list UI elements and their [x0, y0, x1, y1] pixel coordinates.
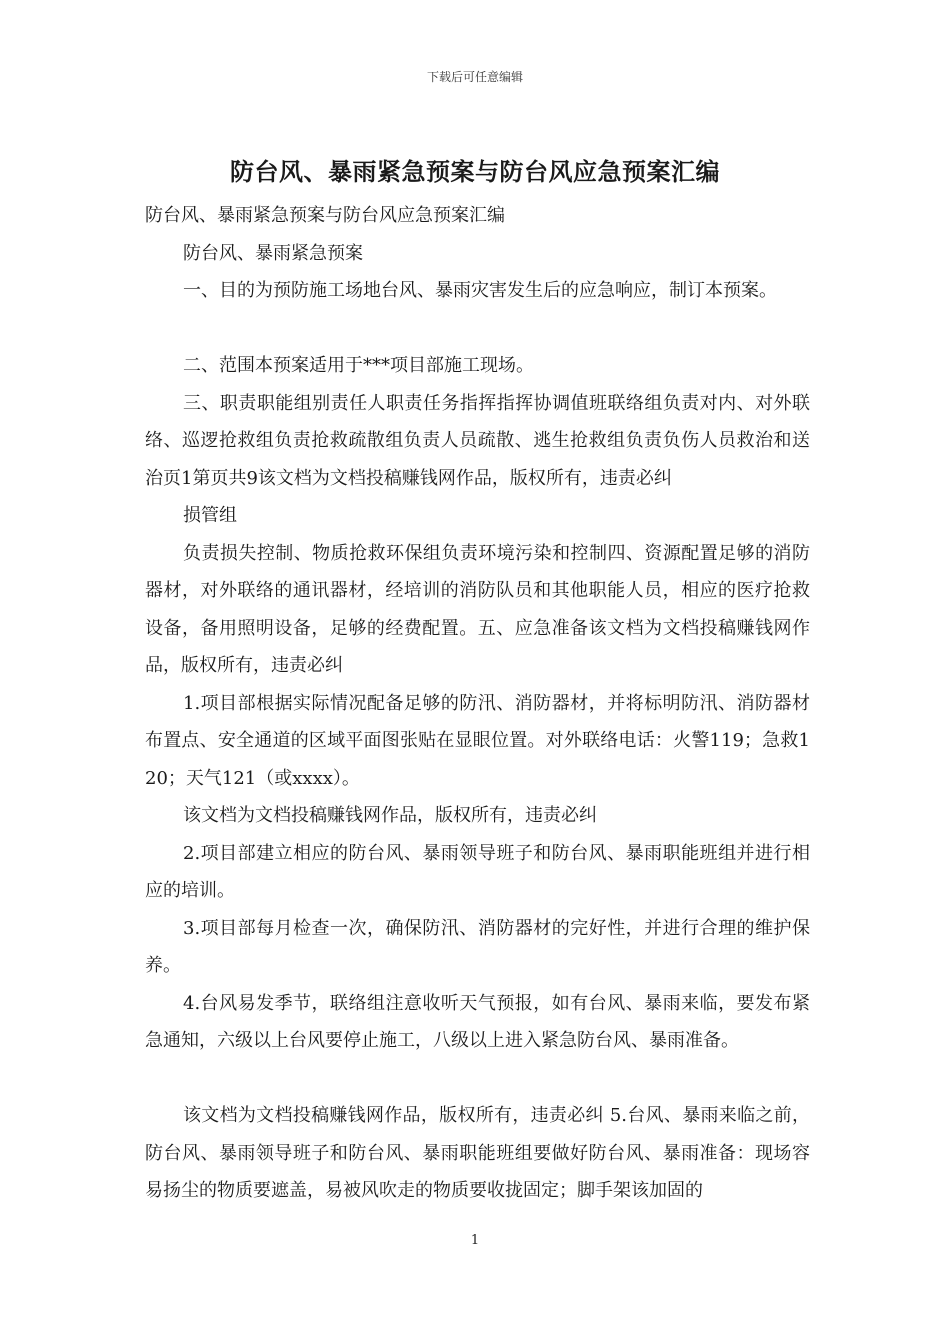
paragraph-section-heading: 防台风、暴雨紧急预案	[183, 242, 363, 264]
paragraph-responsibilities: 三、职责职能组别责任人职责任务指挥指挥协调值班联络组负责对内、对外联络、巡逻抢救组负责抢救疏散组负责人员疏散、逃生抢救组负责负伤人员救治和送治页1第页共9该文档为文档投稿赚钱网作品，版权所有，违责必纠	[145, 392, 810, 489]
paragraph-item-5: 该文档为文档投稿赚钱网作品，版权所有，违责必纠 5.台风、暴雨来临之前，防台风、暴雨领导班子和防台风、暴雨职能班组要做好防台风、暴雨准备：现场容易扬尘的物质要遮盖，易被风吹走的物质要收拢固定；脚手架该加固的	[145, 1105, 810, 1201]
paragraph-subtitle: 防台风、暴雨紧急预案与防台风应急预案汇编	[145, 205, 505, 226]
paragraph-copyright-note: 该文档为文档投稿赚钱网作品，版权所有，违责必纠	[183, 805, 597, 826]
paragraph-item-4: 4.台风易发季节，联络组注意收听天气预报，如有台风、暴雨来临，要发布紧急通知，六级以上台风要停止施工，八级以上进入紧急防台风、暴雨准备。	[145, 992, 810, 1051]
paragraph-item-1: 1.项目部根据实际情况配备足够的防汛、消防器材，并将标明防汛、消防器材布置点、安全通道的区域平面图张贴在显眼位置。对外联络电话：火警119；急救120；天气121（或xxxx）。	[145, 692, 810, 789]
paragraph-purpose: 一、目的为预防施工场地台风、暴雨灾害发生后的应急响应，制订本预案。	[183, 280, 777, 301]
paragraph-item-3: 3.项目部每月检查一次，确保防汛、消防器材的完好性，并进行合理的维护保养。	[145, 917, 810, 976]
page-number: 1	[470, 1233, 480, 1248]
paragraph-item-2: 2.项目部建立相应的防台风、暴雨领导班子和防台风、暴雨职能班组并进行相应的培训。	[145, 842, 810, 901]
document-body	[145, 197, 810, 1210]
paragraph-scope: 二、范围本预案适用于***项目部施工现场。	[183, 355, 534, 376]
document-title: 防台风、暴雨紧急预案与防台风应急预案汇编	[230, 157, 720, 186]
header-note: 下载后可任意编辑	[426, 70, 523, 84]
paragraph-resources: 负责损失控制、物质抢救环保组负责环境污染和控制四、资源配置足够的消防器材，对外联络的通讯器材，经培训的消防队员和其他职能人员，相应的医疗抢救设备，备用照明设备，足够的经费配置。五、应急准备该文档为文档投稿赚钱网作品，版权所有，违责必纠	[145, 542, 810, 676]
paragraph-damage-control-group: 损管组	[183, 505, 237, 526]
